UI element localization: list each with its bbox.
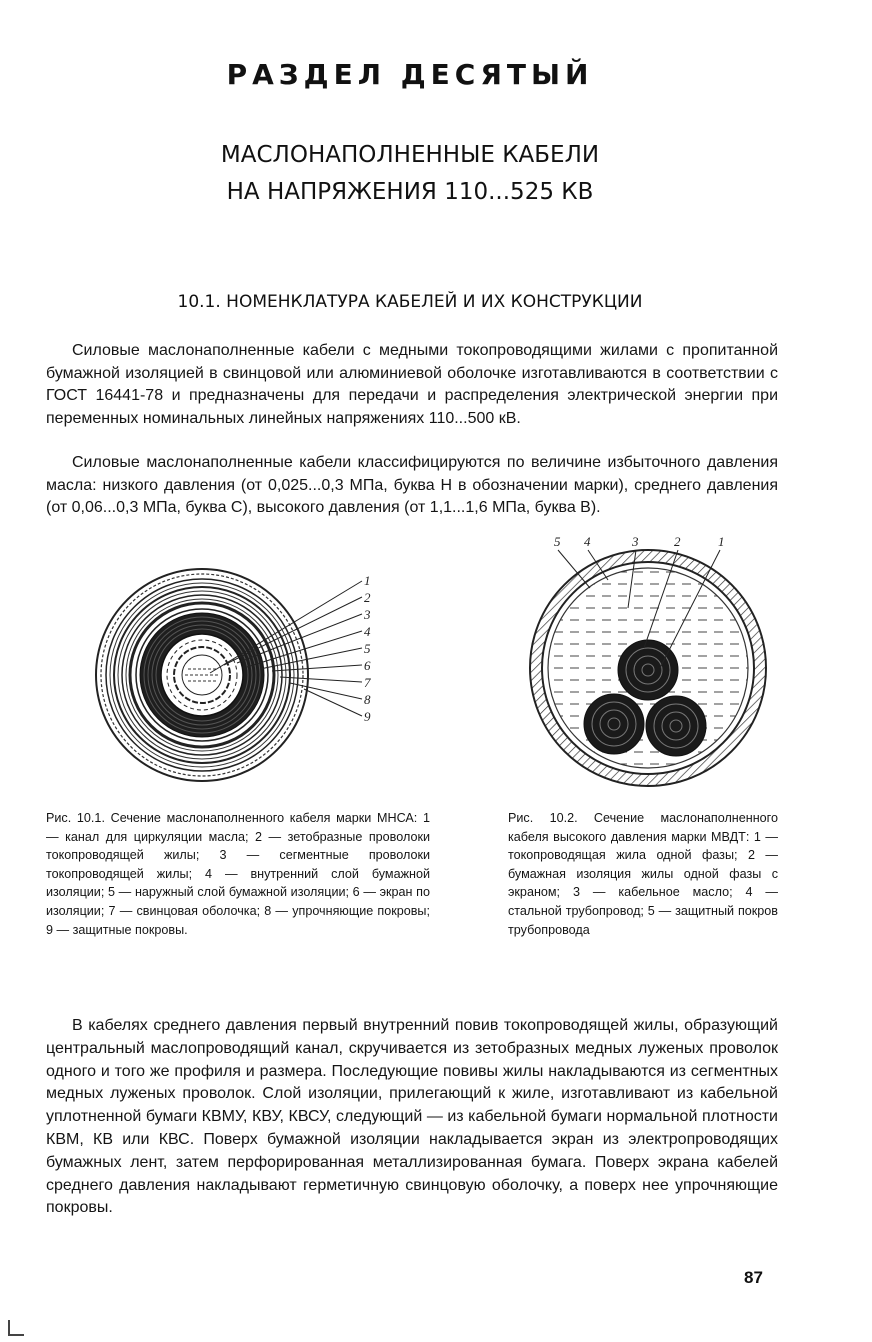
fig2-label-3: 3 [632,534,639,549]
page-number: 87 [744,1268,763,1287]
fig1-label-1: 1 [364,573,371,588]
chapter-title-line-2: НА НАПРЯЖЕНИЯ 110...525 КВ [226,179,594,205]
fig2-label-4: 4 [584,534,591,549]
fig1-label-6: 6 [364,658,371,673]
fig1-label-3: 3 [364,607,371,622]
figure-10-1-caption: Рис. 10.1. Сечение маслонаполненного кабеля марки МНСА: 1 — канал для циркуляции масла; 2 — зетобразные проволоки токопроводящей жилы; 3 — сегментные проволоки токопроводящей жилы; 4 — внутренний слой бумажной изоляции; 5 — наружный слой бумажной изоляции; 6 — экран по изоляции; 7 — свинцовая оболочка; 8 — упрочняющие покровы; 9 — защитные покровы. [46,811,430,937]
paragraph-intro: Силовые маслонаполненные кабели с медными токопроводящими жилами с пропитанной бумажной изоляцией в свинцовой или алюминиевой оболочке изготавливаются в соответствии с ГОСТ 16441-78 и предназначены для передачи и распределения электрической энергии при переменных номинальных линейных напряжениях 110...500 кВ. [46,342,778,428]
paragraph-classification: Силовые маслонаполненные кабели классифицируются по величине избыточного давления масла: низкого давления (от 0,025...0,3 МПа, буква Н в обозначении марки), среднего давления (от 0,06...0,3 МПа, буква С), высокого давления (от 1,1...1,6 МПа, буква В). [46,454,778,517]
subsection-title: 10.1. НОМЕНКЛАТУРА КАБЕЛЕЙ И ИХ КОНСТРУКЦИИ [177,292,643,312]
fig1-label-7: 7 [364,675,371,690]
scan-corner-mark [8,1320,24,1336]
figure-10-2-pipe-cable-cross-section [520,530,780,790]
fig1-label-2: 2 [364,590,371,605]
chapter-title [0,137,820,211]
paragraph-medium-pressure: В кабелях среднего давления первый внутренний повив токопроводящей жилы, образующий центральный маслопроводящий канал, скручивается из зетобразных медных луженых проволок одного и того же профиля и размера. Последующие повивы жилы накладываются из сегментных медных луженых проволок. Слой изоляции, прилегающий к жиле, изготавливают из кабельной уплотненной бумаги КВМУ, КВУ, КВСУ, следующий — из кабельной бумаги нормальной плотности КВМ, КВ или КВС. Поверх бумажной изоляции накладывается экран из электропроводящих бумажных лент, затем перфорированная металлизированная бумага. Поверх экрана кабелей среднего давления накладывают герметичную свинцовую оболочку, а поверх нее упрочняющие покровы. [46,1017,778,1217]
fig1-label-8: 8 [364,692,371,707]
fig2-label-2: 2 [674,534,681,549]
phase-conductor-bottom-left [584,694,644,754]
phase-conductor-top [618,640,678,700]
fig1-label-4: 4 [364,624,371,639]
cable-cross-section-drawing [96,569,362,781]
phase-conductor-bottom-right [646,696,706,756]
section-heading: РАЗДЕЛ ДЕСЯТЫЙ [226,58,594,91]
fig2-label-5: 5 [554,534,561,549]
fig1-label-5: 5 [364,641,371,656]
pipe-cable-drawing [530,550,766,786]
chapter-title-line-1: МАСЛОНАПОЛНЕННЫЕ КАБЕЛИ [220,142,600,168]
figure-10-2-caption: Рис. 10.2. Сечение маслонаполненного кабеля высокого давления марки МВДТ: 1 — токопроводящая жила одной фазы; 2 — бумажная изоляция жилы одной фазы с экраном; 3 — кабельное масло; 4 — стальной трубопровод; 5 — защитный покров трубопровода [508,811,778,937]
figure-10-1-cable-cross-section [92,565,392,785]
fig2-label-1: 1 [718,534,725,549]
fig1-label-9: 9 [364,709,371,724]
